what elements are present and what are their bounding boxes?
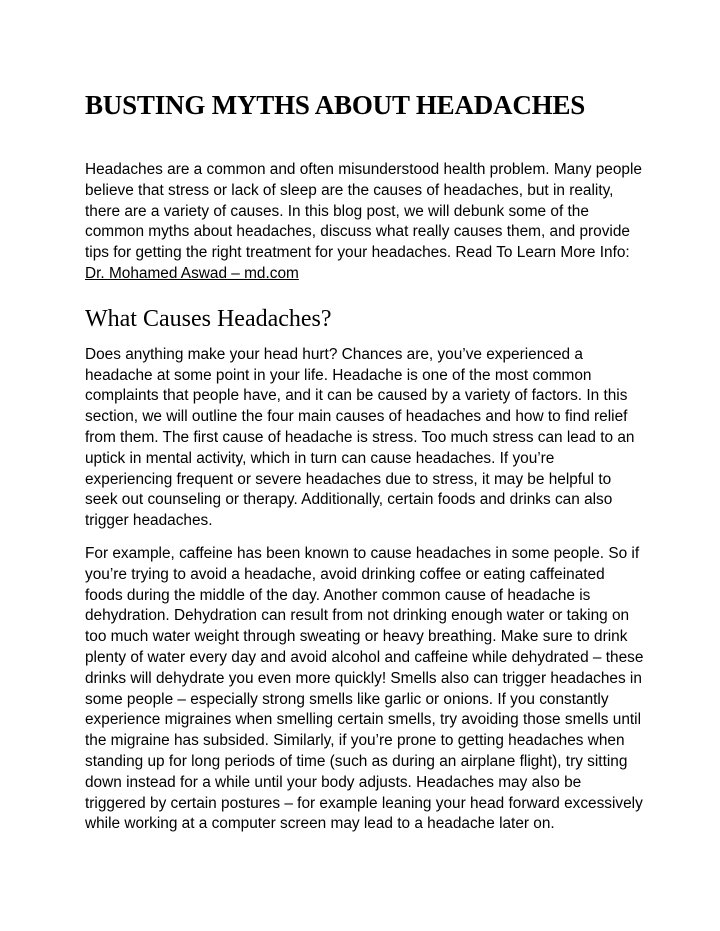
section-paragraph-1: Does anything make your head hurt? Chances are, you’ve experienced a headache at some point in your life. Headache is one of the most common complaints that people have, and it can be caused by a variety of factors. In this section, we will outline the four main causes of headaches and how to find relief from them. The first cause of headache is stress. Too much stress can lead to an uptick in mental activity, which in turn can cause headaches. If you’re experiencing frequent or severe headaches due to stress, it may be helpful to seek out counseling or therapy. Additionally, certain foods and drinks can also trigger headaches. xyxy=(85,345,635,530)
intro-paragraph xyxy=(85,160,645,285)
document-page xyxy=(85,85,645,835)
author-link[interactable]: Dr. Mohamed Aswad – md.com xyxy=(85,264,299,282)
section-paragraph-2: For example, caffeine has been known to cause headaches in some people. So if you’re trying to avoid a headache, avoid drinking coffee or eating caffeinated foods during the middle of the day. Another common cause of headache is dehydration. Dehydration can result from not drinking enough water or taking on too much water weight through sweating or heavy breathing. Make sure to drink plenty of water every day and avoid alcohol and caffeine while dehydrated – these drinks will dehydrate you even more quickly! Smells also can trigger headaches in some people – especially strong smells like garlic or onions. If you constantly experience migraines when smelling certain smells, try avoiding those smells until the migraine has subsided. Similarly, if you’re prone to getting headaches when standing up for long periods of time (such as during an airplane flight), try sitting down instead for a while until your body adjusts. Headaches may also be triggered by certain postures – for example leaning your head forward excessively while working at a computer screen may lead to a headache later on. xyxy=(85,544,644,833)
document-title: BUSTING MYTHS ABOUT HEADACHES xyxy=(85,90,586,120)
intro-text: Headaches are a common and often misunderstood health problem. Many people believe that stress or lack of sleep are the causes of headaches, but in reality, there are a variety of causes. In this blog post, we will debunk some of the common myths about headaches, discuss what really causes them, and provide tips for getting the right treatment for your headaches. Read To Learn More Info: xyxy=(85,161,642,262)
section-heading: What Causes Headaches? xyxy=(85,305,332,332)
